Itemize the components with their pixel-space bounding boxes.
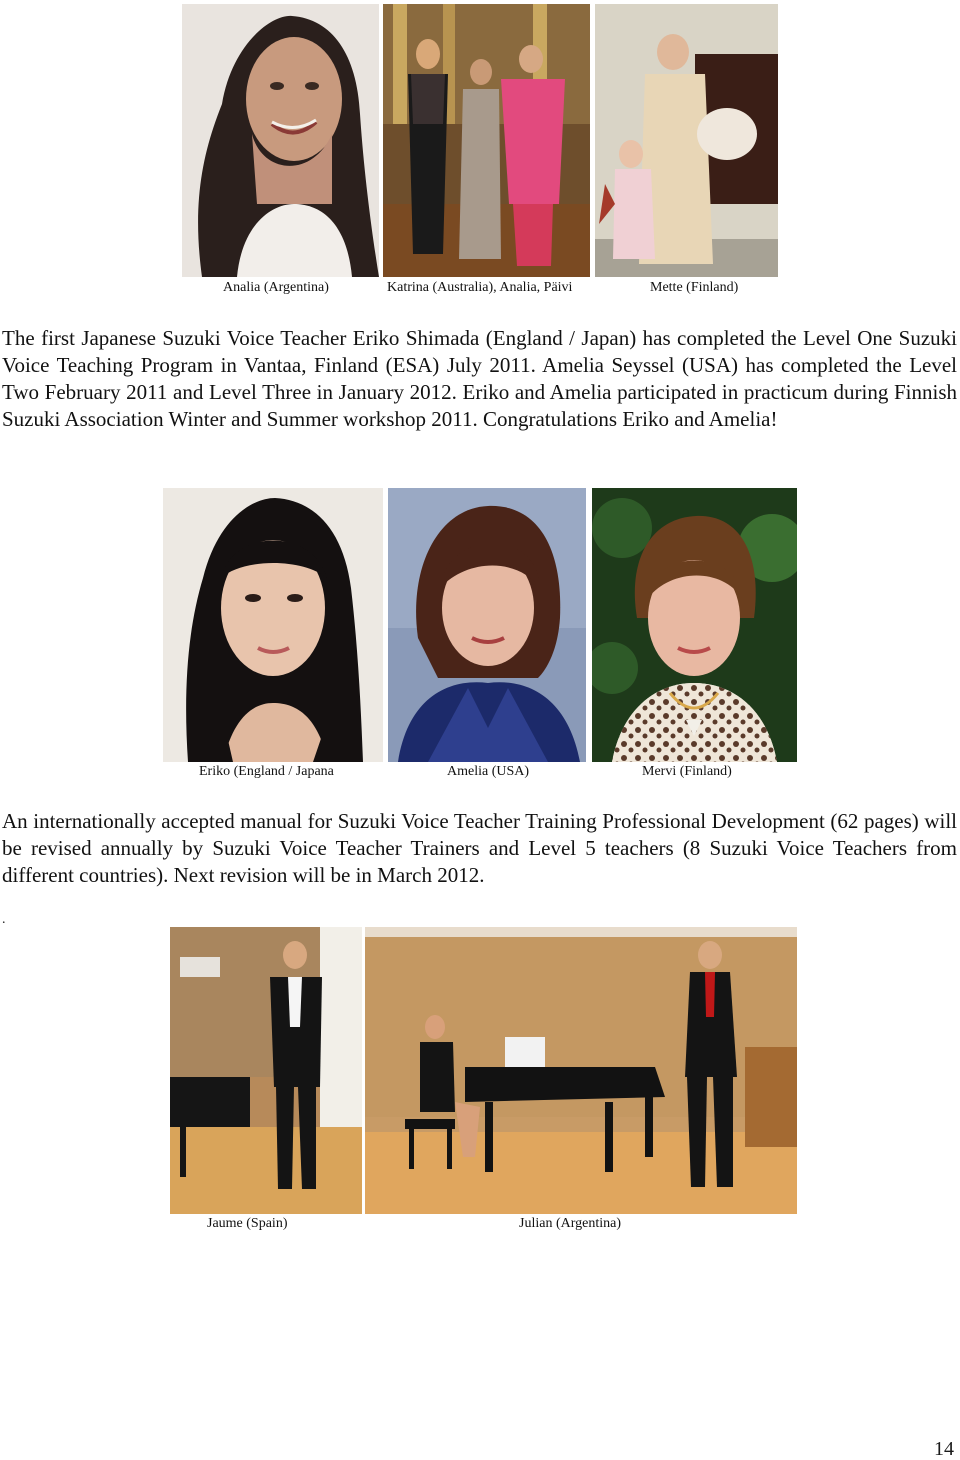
photo-amelia: [388, 488, 586, 762]
photo-mervi: [592, 488, 797, 762]
page-number: 14: [934, 1438, 954, 1460]
photo-mette: [595, 4, 778, 277]
caption-amelia: Amelia (USA): [447, 764, 530, 779]
photo-julian: [365, 927, 797, 1214]
stray-mark: .: [2, 912, 6, 927]
caption-mervi: Mervi (Finland): [642, 764, 732, 779]
caption-jaume: Jaume (Spain): [207, 1216, 288, 1231]
caption-eriko: Eriko (England / Japana: [199, 764, 334, 779]
caption-katrina-analia-paivi: Katrina (Australia), Analia, Päivi: [387, 280, 573, 295]
photo-katrina-analia-paivi: [383, 4, 590, 277]
caption-mette: Mette (Finland): [650, 280, 739, 295]
paragraph-manual-revision: An internationally accepted manual for Suzuki Voice Teacher Training Professional Development (62 pages) will be revised annually by Suzuki Voice Teacher Trainers and Level 5 teachers (8 Suzuki Voice Teachers from different countries). Next revision will be in March 2012.: [2, 809, 957, 887]
caption-analia: Analia (Argentina): [223, 280, 329, 295]
photo-analia: [182, 4, 379, 277]
photo-eriko: [163, 488, 383, 762]
paragraph-teacher-completion: The first Japanese Suzuki Voice Teacher Eriko Shimada (England / Japan) has completed the Level One Suzuki Voice Teaching Program in Vantaa, Finland (ESA) July 2011. Amelia Seyssel (USA) has completed the Level Two February 2011 and Level Three in January 2012. Eriko and Amelia participated in practicum during Finnish Suzuki Association Winter and Summer workshop 2011. Congratulations Eriko and Amelia!: [2, 326, 957, 431]
photo-jaume: [170, 927, 362, 1214]
caption-julian: Julian (Argentina): [519, 1216, 621, 1231]
